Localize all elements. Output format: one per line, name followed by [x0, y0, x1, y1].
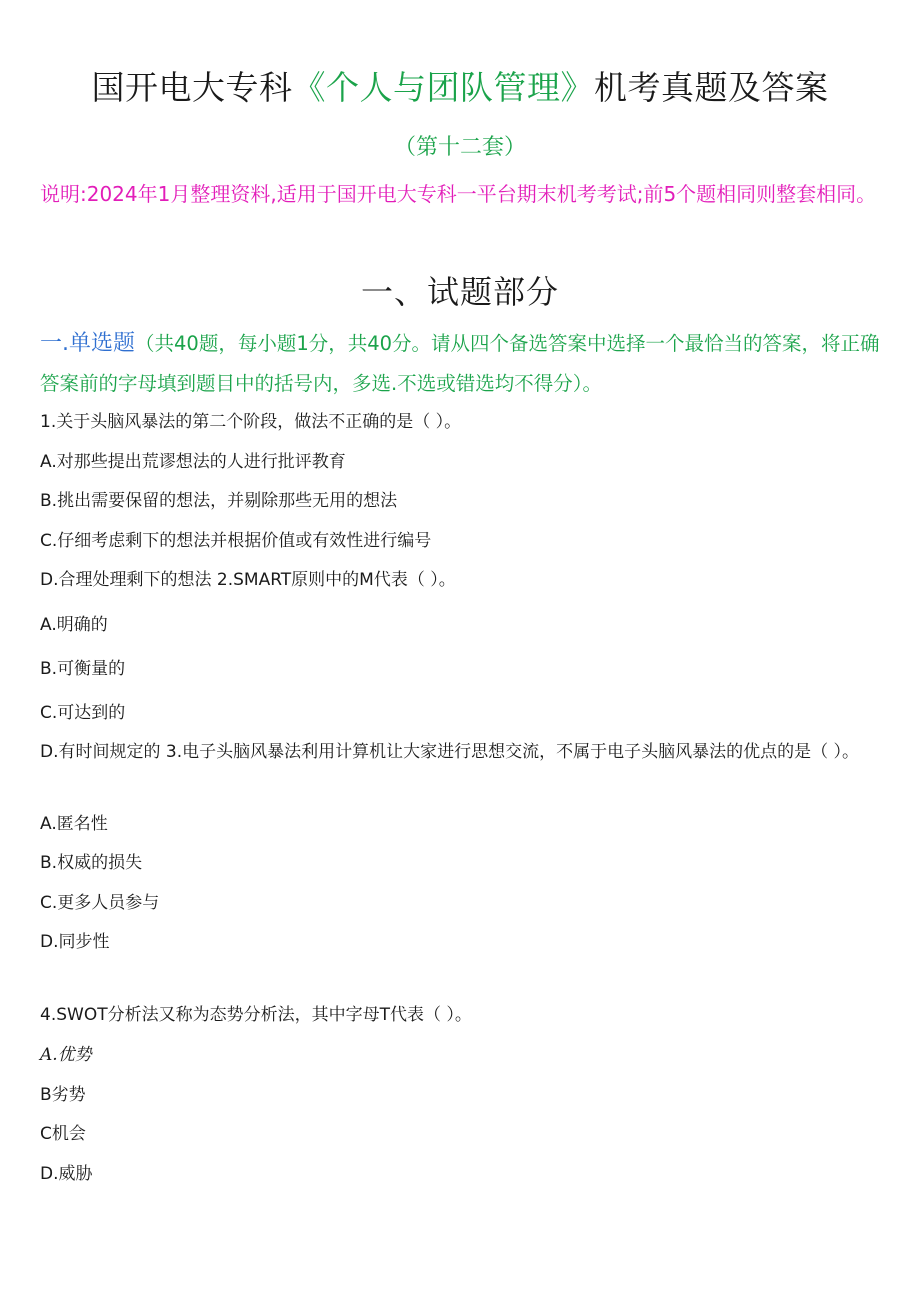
title-part-1: 国开电大专科 — [91, 68, 293, 107]
question-4-option-d: D.威胁 — [40, 1164, 93, 1184]
question-type-description: （共40题，每小题1分，共40分。请从四个备选答案中选择一个最恰当的答案，将正确答案前的字母填到题目中的括号内，多选.不选或错选均不得分）。 — [40, 332, 880, 395]
question-3-option-b: B.权威的损失 — [40, 853, 143, 873]
question-3-option-c: C.更多人员参与 — [40, 893, 160, 913]
question-4: 4.SWOT分析法又称为态势分析法，其中字母T代表（ ）。 — [40, 1005, 472, 1025]
question-2-option-d-and-question-3: D.有时间规定的 3.电子头脑风暴法利用计算机让大家进行思想交流，不属于电子头脑风暴法的优点的是（ ）。 — [40, 742, 860, 762]
question-1-option-c: C.仔细考虑剩下的想法并根据价值或有效性进行编号 — [40, 531, 432, 551]
question-1: 1.关于头脑风暴法的第二个阶段，做法不正确的是（ ）。 — [40, 412, 462, 432]
document-note: 说明:2024年1月整理资料,适用于国开电大专科一平台期末机考考试;前5个题相同则整套相同。 — [40, 182, 877, 206]
document-subtitle: （第十二套） — [393, 135, 526, 160]
question-1-option-a: A.对那些提出荒谬想法的人进行批评教育 — [40, 452, 346, 472]
question-4-option-a: A.优势 — [40, 1045, 92, 1065]
title-course-name: 《个人与团队管理》 — [292, 68, 594, 107]
section-heading: 一、试题部分 — [360, 273, 559, 311]
question-4-option-b: B劣势 — [40, 1085, 86, 1105]
question-3-option-d: D.同步性 — [40, 932, 110, 952]
question-2-option-b: B.可衡量的 — [40, 659, 126, 679]
question-instructions — [40, 324, 880, 404]
question-2-option-c: C.可达到的 — [40, 703, 126, 723]
question-4-option-c: C机会 — [40, 1124, 86, 1144]
title-part-3: 机考真题及答案 — [594, 68, 829, 107]
document-title — [0, 66, 920, 110]
question-type-label: 一.单选题 — [40, 331, 135, 356]
question-1-option-b: B.挑出需要保留的想法，并剔除那些无用的想法 — [40, 491, 398, 511]
question-3-option-a: A.匿名性 — [40, 814, 108, 834]
question-1-option-d-and-question-2: D.合理处理剩下的想法 2.SMART原则中的M代表（ ）。 — [40, 570, 456, 590]
question-2-option-a: A.明确的 — [40, 615, 108, 635]
